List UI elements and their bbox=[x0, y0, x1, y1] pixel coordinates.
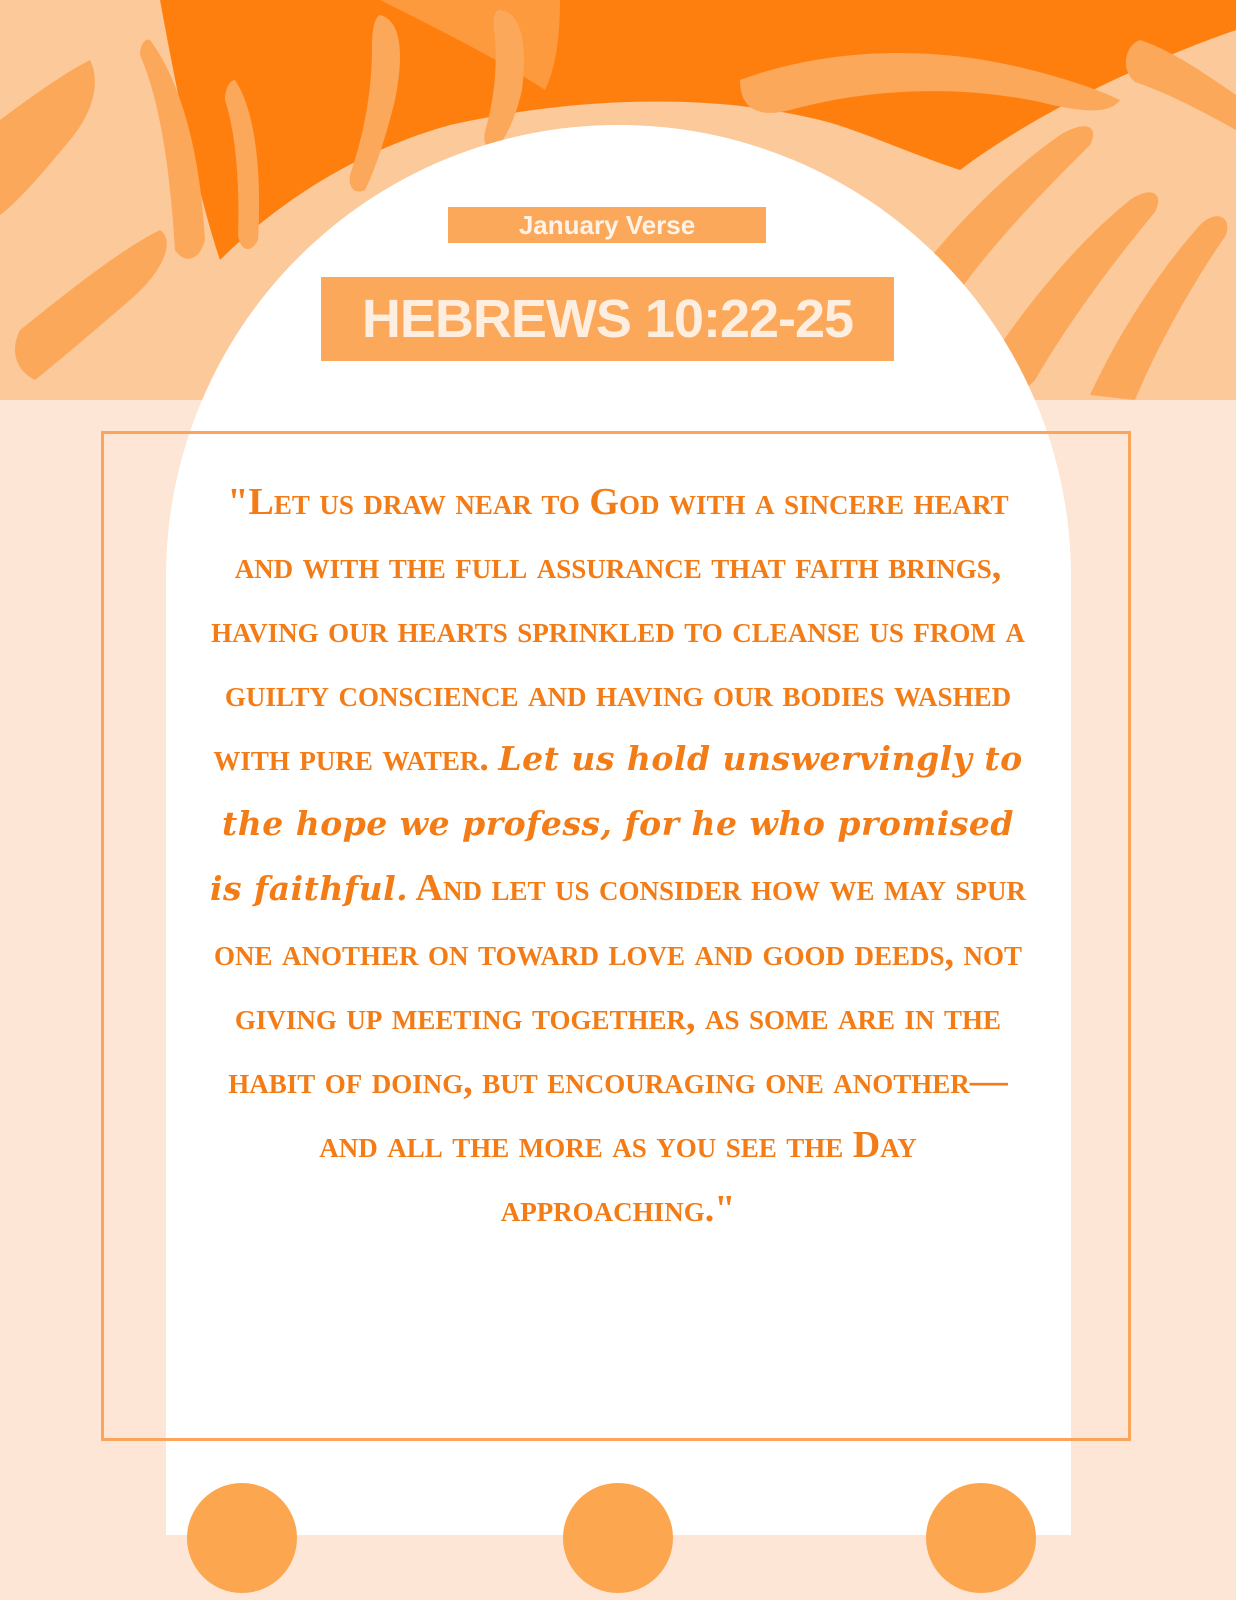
verse-part-1: "Let us draw near to God with a sincere heart and with the full assurance that faith brings, having our hearts sprinkled to cleanse us from a guilty conscience and having our bodies washed with pure water. bbox=[211, 481, 1025, 779]
verse-text bbox=[200, 470, 1036, 1241]
decorative-circle-right bbox=[926, 1483, 1036, 1593]
decorative-circle-center bbox=[563, 1483, 673, 1593]
scripture-reference-title: HEBREWS 10:22-25 bbox=[321, 277, 894, 361]
verse-part-2-script: Let us hold unswervingly to the hope we profess, for he who promised is faithful. bbox=[209, 739, 1023, 908]
decorative-circle-left bbox=[187, 1483, 297, 1593]
month-label: January Verse bbox=[448, 207, 766, 243]
verse-part-3: And let us consider how we may spur one another on toward love and good deeds, not giving up meeting together, as some are in the habit of doing, but encouraging one another—and all the more as you see the Day approaching." bbox=[213, 867, 1027, 1230]
